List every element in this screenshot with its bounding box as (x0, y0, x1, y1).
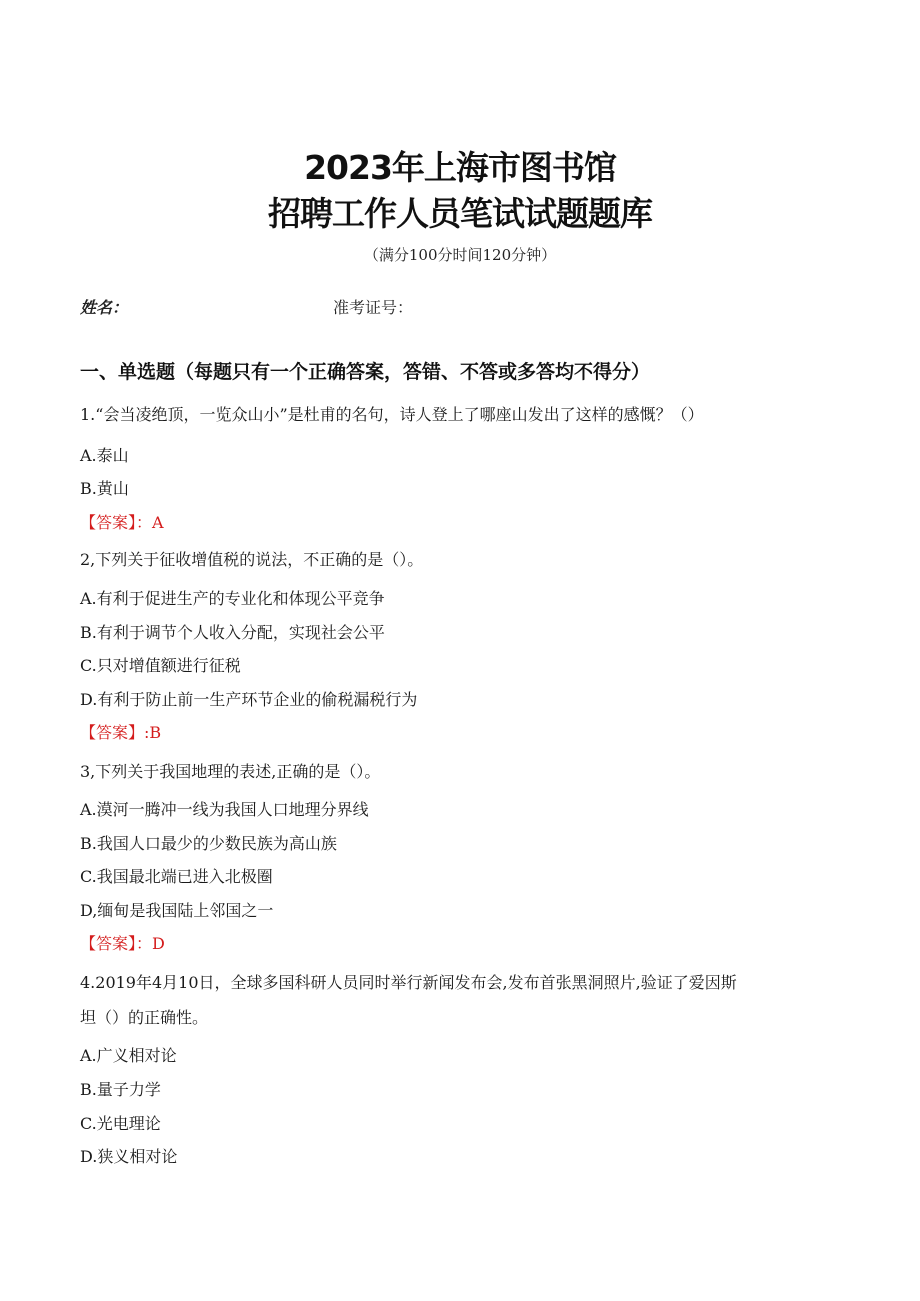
question-4-stem-line2: 坦（）的正确性。 (80, 1008, 209, 1027)
question-1-answer (80, 510, 164, 533)
answer-label: 【答案】 (80, 934, 137, 953)
question-2-option-c: C.只对增值额进行征税 (80, 656, 241, 675)
question-4-option-d: D.狭义相对论 (80, 1147, 178, 1166)
question-2-option-d: D.有利于防止前一生产环节企业的偷税漏税行为 (80, 690, 418, 709)
name-label: 姓名： (80, 298, 129, 317)
answer-value: ：D (136, 934, 165, 953)
section-heading: 一、单选题（每题只有一个正确答案，答错、不答或多答均不得分） (80, 361, 651, 383)
question-4-option-b: B.量子力学 (80, 1080, 161, 1099)
question-3-option-d: D,缅甸是我国陆上邻国之一 (80, 901, 274, 920)
question-2-answer (80, 720, 161, 743)
question-2-option-b: B.有利于调节个人收入分配，实现社会公平 (80, 623, 385, 642)
question-3-option-b: B.我国人口最少的少数民族为高山族 (80, 834, 337, 853)
question-1-option-b: B.黄山 (80, 479, 129, 498)
question-3-stem: 3,下列关于我国地理的表述,正确的是（）。 (80, 762, 381, 781)
document-title-line2: 招聘工作人员笔试试题题库 (268, 194, 652, 233)
question-4-stem-line1: 4.2019年4月10日，全球多国科研人员同时举行新闻发布会,发布首张黑洞照片,验证了爱因斯 (80, 973, 737, 992)
question-3-option-c: C.我国最北端已进入北极圈 (80, 867, 273, 886)
question-2-stem: 2,下列关于征收增值税的说法，不正确的是（）。 (80, 550, 424, 569)
question-4-option-c: C.光电理论 (80, 1114, 161, 1133)
question-4-option-a: A.广义相对论 (80, 1046, 177, 1065)
question-2-option-a: A.有利于促进生产的专业化和体现公平竞争 (80, 589, 385, 608)
answer-value: ：A (136, 513, 164, 532)
question-1-option-a: A.泰山 (80, 446, 129, 465)
answer-label: 【答案】 (80, 513, 137, 532)
question-3-answer (80, 931, 165, 954)
question-3-option-a: A.漠河一腾冲一线为我国人口地理分界线 (80, 800, 369, 819)
document-title-line1: 2023年上海市图书馆 (304, 148, 616, 187)
admission-id-label: 准考证号： (333, 298, 414, 317)
question-1-stem: 1.“会当凌绝顶，一览众山小”是杜甫的名句，诗人登上了哪座山发出了这样的感慨？（） (80, 405, 704, 424)
answer-label: 【答案】 (80, 723, 145, 742)
answer-value: :B (144, 723, 162, 742)
exam-duration-note: （满分100分时间120分钟） (363, 246, 557, 264)
